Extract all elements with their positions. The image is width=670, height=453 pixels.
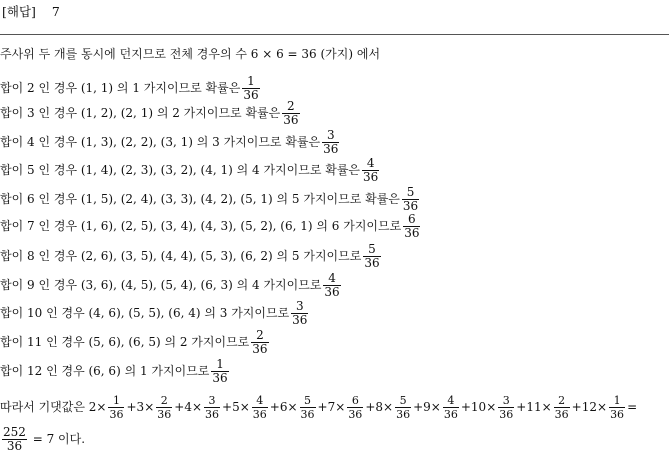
term-coefficient: 8 xyxy=(375,400,384,414)
answer-header xyxy=(2,2,60,20)
term-coefficient: 11 xyxy=(526,400,542,414)
plus-sign: + xyxy=(174,400,185,414)
plus-sign: + xyxy=(460,400,471,414)
fraction-denominator: 36 xyxy=(157,408,172,421)
fraction xyxy=(242,75,259,102)
case-text: 합이 7 인 경우 (1, 6), (2, 5), (3, 4), (4, 3), (5, 2), (6, 1) 의 6 가지이므로 xyxy=(0,219,402,233)
fraction-denominator: 36 xyxy=(348,408,363,421)
fraction-denominator: 36 xyxy=(443,408,458,421)
times-sign: × xyxy=(430,400,441,414)
times-sign: × xyxy=(541,400,552,414)
fraction-numerator: 4 xyxy=(443,394,459,408)
case-text: 합이 11 인 경우 (5, 6), (6, 5) 의 2 가지이므로 xyxy=(0,335,250,349)
case-line xyxy=(0,358,231,385)
plus-sign: + xyxy=(317,400,328,414)
fraction xyxy=(2,426,27,453)
divider xyxy=(0,34,669,35)
fraction-numerator: 1 xyxy=(211,358,228,372)
case-line xyxy=(0,129,341,156)
fraction xyxy=(362,157,379,184)
fraction xyxy=(252,394,268,421)
fraction-numerator: 1 xyxy=(242,75,259,89)
plus-sign: + xyxy=(571,400,582,414)
fraction xyxy=(402,186,419,213)
fraction-numerator: 6 xyxy=(347,394,363,408)
case-line xyxy=(0,243,383,270)
fraction xyxy=(609,394,625,421)
fraction-numerator: 4 xyxy=(323,272,340,286)
fraction-numerator: 3 xyxy=(322,129,339,143)
fraction-numerator: 2 xyxy=(554,394,570,408)
case-text: 합이 9 인 경우 (3, 6), (4, 5), (5, 4), (6, 3) 의 4 가지이므로 xyxy=(0,278,322,292)
fraction-numerator: 5 xyxy=(363,243,380,257)
term-coefficient: 12 xyxy=(581,400,597,414)
times-sign: × xyxy=(239,400,250,414)
case-text: 합이 3 인 경우 (1, 2), (2, 1) 의 2 가지이므로 확률은 xyxy=(0,106,281,120)
times-sign: × xyxy=(144,400,155,414)
case-text: 합이 4 인 경우 (1, 3), (2, 2), (3, 1) 의 3 가지이므로 확률은 xyxy=(0,135,321,149)
fraction-numerator: 4 xyxy=(252,394,268,408)
fraction-denominator: 36 xyxy=(109,408,124,421)
fraction-numerator: 2 xyxy=(282,100,299,114)
fraction-numerator: 2 xyxy=(251,329,268,343)
case-line xyxy=(0,186,421,213)
fraction xyxy=(282,100,299,127)
fraction xyxy=(322,129,339,156)
fraction-numerator: 5 xyxy=(395,394,411,408)
plus-sign: + xyxy=(126,400,137,414)
fraction xyxy=(554,394,570,421)
fraction-denominator: 36 xyxy=(610,408,625,421)
term-coefficient: 5 xyxy=(232,400,240,414)
times-sign: × xyxy=(287,400,298,414)
case-line xyxy=(0,100,302,127)
fraction-denominator: 36 xyxy=(402,199,419,213)
fraction-numerator: 1 xyxy=(108,394,124,408)
fraction xyxy=(156,394,172,421)
fraction xyxy=(211,358,228,385)
term-coefficient: 6 xyxy=(279,400,288,414)
fraction xyxy=(251,329,268,356)
fraction-denominator: 36 xyxy=(205,408,220,421)
case-text: 합이 2 인 경우 (1, 1) 의 1 가지이므로 확률은 xyxy=(0,81,241,95)
fraction xyxy=(323,272,340,299)
fraction xyxy=(403,213,420,240)
fraction xyxy=(395,394,411,421)
plus-sign: + xyxy=(413,400,424,414)
plus-sign: + xyxy=(516,400,527,414)
fraction xyxy=(363,243,380,270)
answer-tag: [해답] xyxy=(2,4,36,19)
conclusion-lead: 따라서 기댓값은 xyxy=(0,400,89,414)
times-sign: × xyxy=(383,400,394,414)
fraction xyxy=(291,300,308,327)
term-coefficient: 3 xyxy=(136,400,145,414)
plus-sign: + xyxy=(269,400,280,414)
case-line xyxy=(0,300,310,327)
fraction-denominator: 36 xyxy=(292,313,308,327)
fraction-denominator: 36 xyxy=(364,256,380,270)
fraction-numerator: 2 xyxy=(156,394,172,408)
fraction-denominator: 36 xyxy=(252,408,267,421)
case-line xyxy=(0,213,422,240)
fraction-denominator: 36 xyxy=(324,285,340,299)
fraction-numerator: 1 xyxy=(609,394,625,408)
fraction-numerator: 3 xyxy=(291,300,308,314)
term-coefficient: 2 xyxy=(88,400,97,414)
fraction-denominator: 36 xyxy=(212,371,228,385)
conclusion-result-line xyxy=(0,426,85,453)
times-sign: × xyxy=(191,400,203,414)
fraction-numerator: 5 xyxy=(402,186,419,200)
fraction-numerator: 5 xyxy=(300,394,316,408)
term-coefficient: 10 xyxy=(470,400,487,414)
fraction xyxy=(108,394,124,421)
fraction-denominator: 36 xyxy=(363,170,379,184)
case-text: 합이 5 인 경우 (1, 4), (2, 3), (3, 2), (4, 1) 의 4 가지이므로 확률은 xyxy=(0,163,361,177)
fraction-numerator: 6 xyxy=(403,213,420,227)
fraction-denominator: 36 xyxy=(252,342,268,356)
fraction xyxy=(204,394,220,421)
case-text: 합이 12 인 경우 (6, 6) 의 1 가지이므로 xyxy=(0,364,210,378)
fraction-numerator: 4 xyxy=(362,157,379,171)
conclusion-tail: = 7 이다. xyxy=(28,432,86,446)
fraction xyxy=(300,394,316,421)
times-sign: × xyxy=(597,400,608,414)
fraction-numerator: 3 xyxy=(498,394,514,408)
times-sign: × xyxy=(486,400,497,414)
fraction-denominator: 36 xyxy=(396,408,411,421)
fraction-numerator: 3 xyxy=(204,394,220,408)
fraction xyxy=(498,394,514,421)
plus-sign: + xyxy=(365,400,376,414)
fraction-denominator: 36 xyxy=(554,408,569,421)
equals-sign: = xyxy=(627,400,638,414)
times-sign: × xyxy=(335,400,346,414)
fraction-denominator: 36 xyxy=(323,142,339,156)
term-coefficient: 4 xyxy=(184,400,192,414)
fraction-denominator: 36 xyxy=(499,408,514,421)
times-sign: × xyxy=(96,400,107,414)
fraction-denominator: 36 xyxy=(243,88,259,102)
fraction-denominator: 36 xyxy=(300,408,315,421)
fraction-denominator: 36 xyxy=(283,113,299,127)
term-coefficient: 7 xyxy=(327,400,336,414)
fraction-denominator: 36 xyxy=(6,439,23,453)
case-text: 합이 6 인 경우 (1, 5), (2, 4), (3, 3), (4, 2), (5, 1) 의 5 가지이므로 확률은 xyxy=(0,192,400,206)
case-line xyxy=(0,75,262,102)
fraction xyxy=(443,394,459,421)
plus-sign: + xyxy=(222,400,233,414)
fraction-numerator: 252 xyxy=(3,425,26,439)
fraction xyxy=(347,394,363,421)
case-text: 합이 8 인 경우 (2, 6), (3, 5), (4, 4), (5, 3), (6, 2) 의 5 가지이므로 xyxy=(0,249,362,263)
case-line xyxy=(0,157,381,184)
case-text: 합이 10 인 경우 (4, 6), (5, 5), (6, 4) 의 3 가지이므로 xyxy=(0,306,290,320)
term-coefficient: 9 xyxy=(423,400,431,414)
conclusion-line xyxy=(0,394,637,421)
case-line xyxy=(0,272,343,299)
intro-line: 주사위 두 개를 동시에 던지므로 전체 경우의 수 6 × 6 = 36 (가지) 에서 xyxy=(0,47,381,61)
case-line xyxy=(0,329,271,356)
fraction-denominator: 36 xyxy=(404,226,420,240)
answer-value: 7 xyxy=(51,4,60,19)
